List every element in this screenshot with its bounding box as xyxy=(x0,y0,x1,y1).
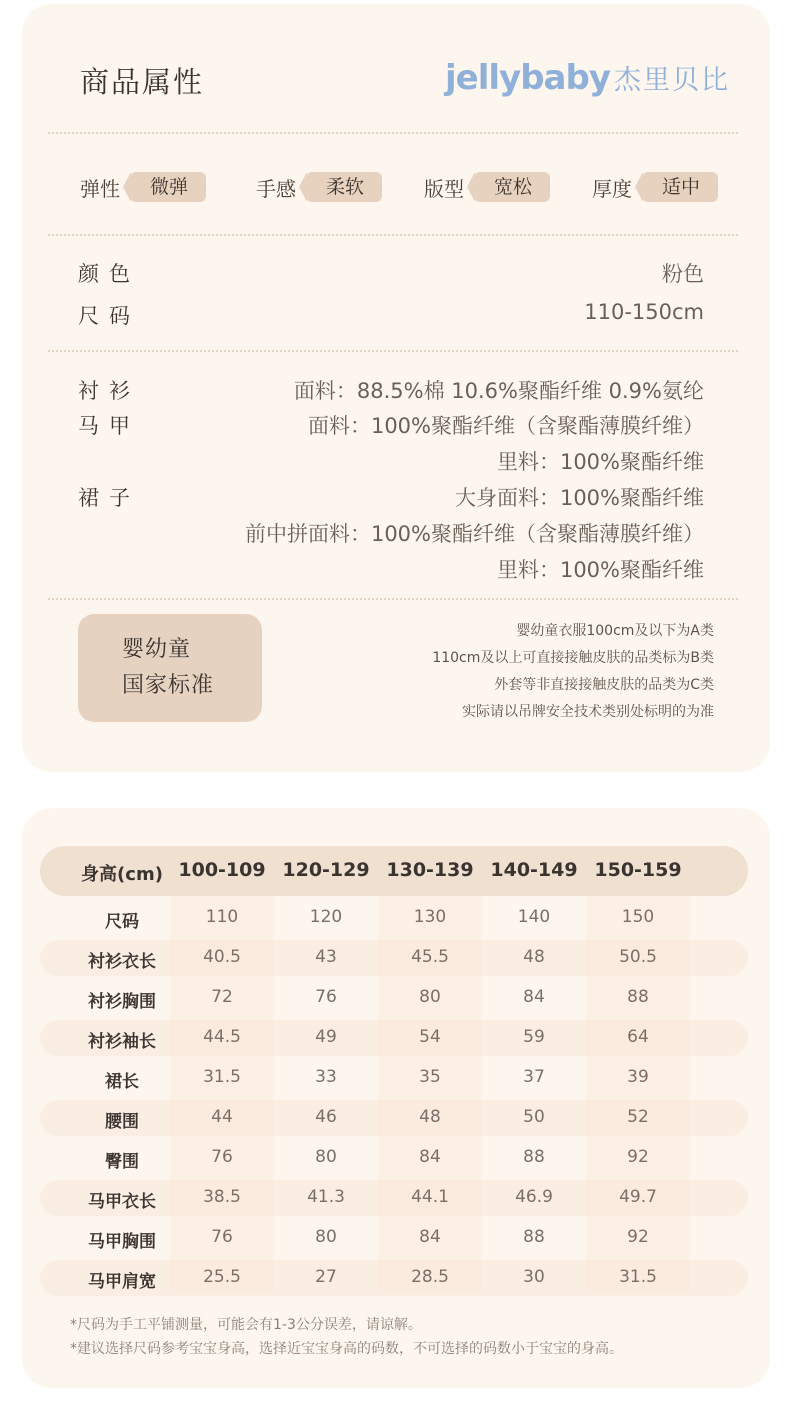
table-cell: 25.5 xyxy=(203,1267,241,1287)
standard-line: 婴幼童 xyxy=(122,637,192,662)
attribute-tag: 适中 xyxy=(642,172,718,202)
column-header: 100-109 xyxy=(178,859,266,881)
table-cell: 84 xyxy=(419,1147,441,1167)
table-cell: 88 xyxy=(627,987,649,1007)
composition-line: 里料：100%聚酯纤维 xyxy=(496,450,704,474)
size-table-card xyxy=(22,808,770,1388)
table-cell: 76 xyxy=(315,987,337,1007)
size-label: 尺码 xyxy=(78,304,140,328)
table-cell: 84 xyxy=(523,987,545,1007)
color-label: 颜色 xyxy=(78,262,140,286)
attribute-tag: 微弹 xyxy=(130,172,206,202)
table-cell: 64 xyxy=(627,1027,649,1047)
attribute-row xyxy=(22,170,770,206)
standard-note: 外套等非直接接触皮肤的品类为C类 xyxy=(494,677,714,693)
table-cell: 50 xyxy=(523,1107,545,1127)
column-header: 150-159 xyxy=(594,859,682,881)
standard-line: 国家标准 xyxy=(122,673,215,698)
attribute-label: 厚度 xyxy=(592,176,632,201)
attribute-elasticity xyxy=(80,170,206,204)
shirt-label: 衬衫 xyxy=(78,379,140,403)
table-cell: 92 xyxy=(627,1227,649,1247)
table-cell: 150 xyxy=(621,907,655,927)
attribute-fit xyxy=(424,170,550,204)
row-label: 衬衫胸围 xyxy=(88,992,156,1012)
size-row xyxy=(22,300,770,334)
attribute-label: 版型 xyxy=(424,176,464,201)
row-label: 衬衫袖长 xyxy=(88,1032,156,1052)
table-cell: 43 xyxy=(315,947,337,967)
table-cell: 31.5 xyxy=(203,1067,241,1087)
table-cell: 72 xyxy=(211,987,233,1007)
size-value: 110-150cm xyxy=(584,300,704,324)
attribute-tag: 柔软 xyxy=(306,172,382,202)
table-cell: 28.5 xyxy=(411,1267,449,1287)
product-attributes-card xyxy=(22,4,770,772)
table-cell: 44.1 xyxy=(411,1187,449,1207)
attribute-label: 弹性 xyxy=(80,176,120,201)
composition-line: 大身面料：100%聚酯纤维 xyxy=(454,486,704,510)
row-label: 马甲衣长 xyxy=(88,1192,156,1212)
table-cell: 48 xyxy=(419,1107,441,1127)
page-title: 商品属性 xyxy=(80,65,205,99)
skirt-label: 裙子 xyxy=(78,486,140,510)
table-cell: 92 xyxy=(627,1147,649,1167)
table-cell: 88 xyxy=(523,1147,545,1167)
table-cell: 44.5 xyxy=(203,1027,241,1047)
table-cell: 80 xyxy=(315,1227,337,1247)
column-header: 140-149 xyxy=(490,859,578,881)
table-cell: 35 xyxy=(419,1067,441,1087)
column-header: 120-129 xyxy=(282,859,370,881)
divider xyxy=(48,234,738,236)
table-cell: 31.5 xyxy=(619,1267,657,1287)
table-cell: 110 xyxy=(205,907,239,927)
color-value: 粉色 xyxy=(662,262,704,286)
brand-name-en: jellybaby xyxy=(445,58,610,98)
table-cell: 88 xyxy=(523,1227,545,1247)
attribute-tag: 宽松 xyxy=(474,172,550,202)
table-cell: 80 xyxy=(419,987,441,1007)
row-label: 尺码 xyxy=(105,912,139,932)
table-cell: 76 xyxy=(211,1227,233,1247)
footnote: *尺码为手工平铺测量，可能会有1-3公分误差，请谅解。 xyxy=(70,1317,422,1333)
standard-note: 110cm及以上可直接接触皮肤的品类标为B类 xyxy=(432,650,714,666)
table-cell: 49.7 xyxy=(619,1187,657,1207)
table-cell: 37 xyxy=(523,1067,545,1087)
color-row xyxy=(22,258,770,292)
table-cell: 41.3 xyxy=(307,1187,345,1207)
table-cell: 140 xyxy=(517,907,551,927)
table-cell: 48 xyxy=(523,947,545,967)
composition-line: 面料：100%聚酯纤维（含聚酯薄膜纤维） xyxy=(307,414,704,438)
standard-note: 婴幼童衣服100cm及以下为A类 xyxy=(516,623,714,639)
table-cell: 54 xyxy=(419,1027,441,1047)
table-cell: 44 xyxy=(211,1107,233,1127)
divider xyxy=(48,132,738,134)
table-cell: 46 xyxy=(315,1107,337,1127)
standard-box xyxy=(78,614,262,722)
row-label: 裙长 xyxy=(105,1072,139,1092)
table-cell: 52 xyxy=(627,1107,649,1127)
attribute-feel xyxy=(256,170,382,204)
composition-line: 面料：88.5%棉 10.6%聚酯纤维 0.9%氨纶 xyxy=(293,379,704,403)
table-cell: 130 xyxy=(413,907,447,927)
table-cell: 49 xyxy=(315,1027,337,1047)
row-label: 马甲胸围 xyxy=(88,1232,156,1252)
row-label: 马甲肩宽 xyxy=(88,1272,156,1292)
table-cell: 40.5 xyxy=(203,947,241,967)
attribute-thickness xyxy=(592,170,718,204)
table-cell: 80 xyxy=(315,1147,337,1167)
row-label: 臀围 xyxy=(105,1152,139,1172)
row-label: 衬衫衣长 xyxy=(88,952,156,972)
brand-name-cn: 杰里贝比 xyxy=(614,65,730,96)
standard-note: 实际请以吊牌安全技术类别处标明的为准 xyxy=(462,704,714,720)
table-cell: 45.5 xyxy=(411,947,449,967)
composition-line: 前中拼面料：100%聚酯纤维（含聚酯薄膜纤维） xyxy=(244,522,704,546)
brand-logo xyxy=(445,58,730,98)
table-cell: 38.5 xyxy=(203,1187,241,1207)
footnote: *建议选择尺码参考宝宝身高，选择近宝宝身高的码数，不可选择的码数小于宝宝的身高。 xyxy=(70,1341,623,1357)
composition-line: 里料：100%聚酯纤维 xyxy=(496,558,704,582)
table-cell: 46.9 xyxy=(515,1187,553,1207)
table-cell: 84 xyxy=(419,1227,441,1247)
table-cell: 30 xyxy=(523,1267,545,1287)
attribute-label: 手感 xyxy=(256,176,296,201)
column-header: 130-139 xyxy=(386,859,474,881)
table-cell: 33 xyxy=(315,1067,337,1087)
row-label: 腰围 xyxy=(105,1112,139,1132)
table-cell: 59 xyxy=(523,1027,545,1047)
divider xyxy=(48,350,738,352)
table-cell: 39 xyxy=(627,1067,649,1087)
table-cell: 76 xyxy=(211,1147,233,1167)
divider xyxy=(48,598,738,600)
header-height-label: 身高(cm) xyxy=(81,864,163,885)
table-cell: 50.5 xyxy=(619,947,657,967)
vest-label: 马甲 xyxy=(78,414,140,438)
table-cell: 27 xyxy=(315,1267,337,1287)
table-cell: 120 xyxy=(309,907,343,927)
